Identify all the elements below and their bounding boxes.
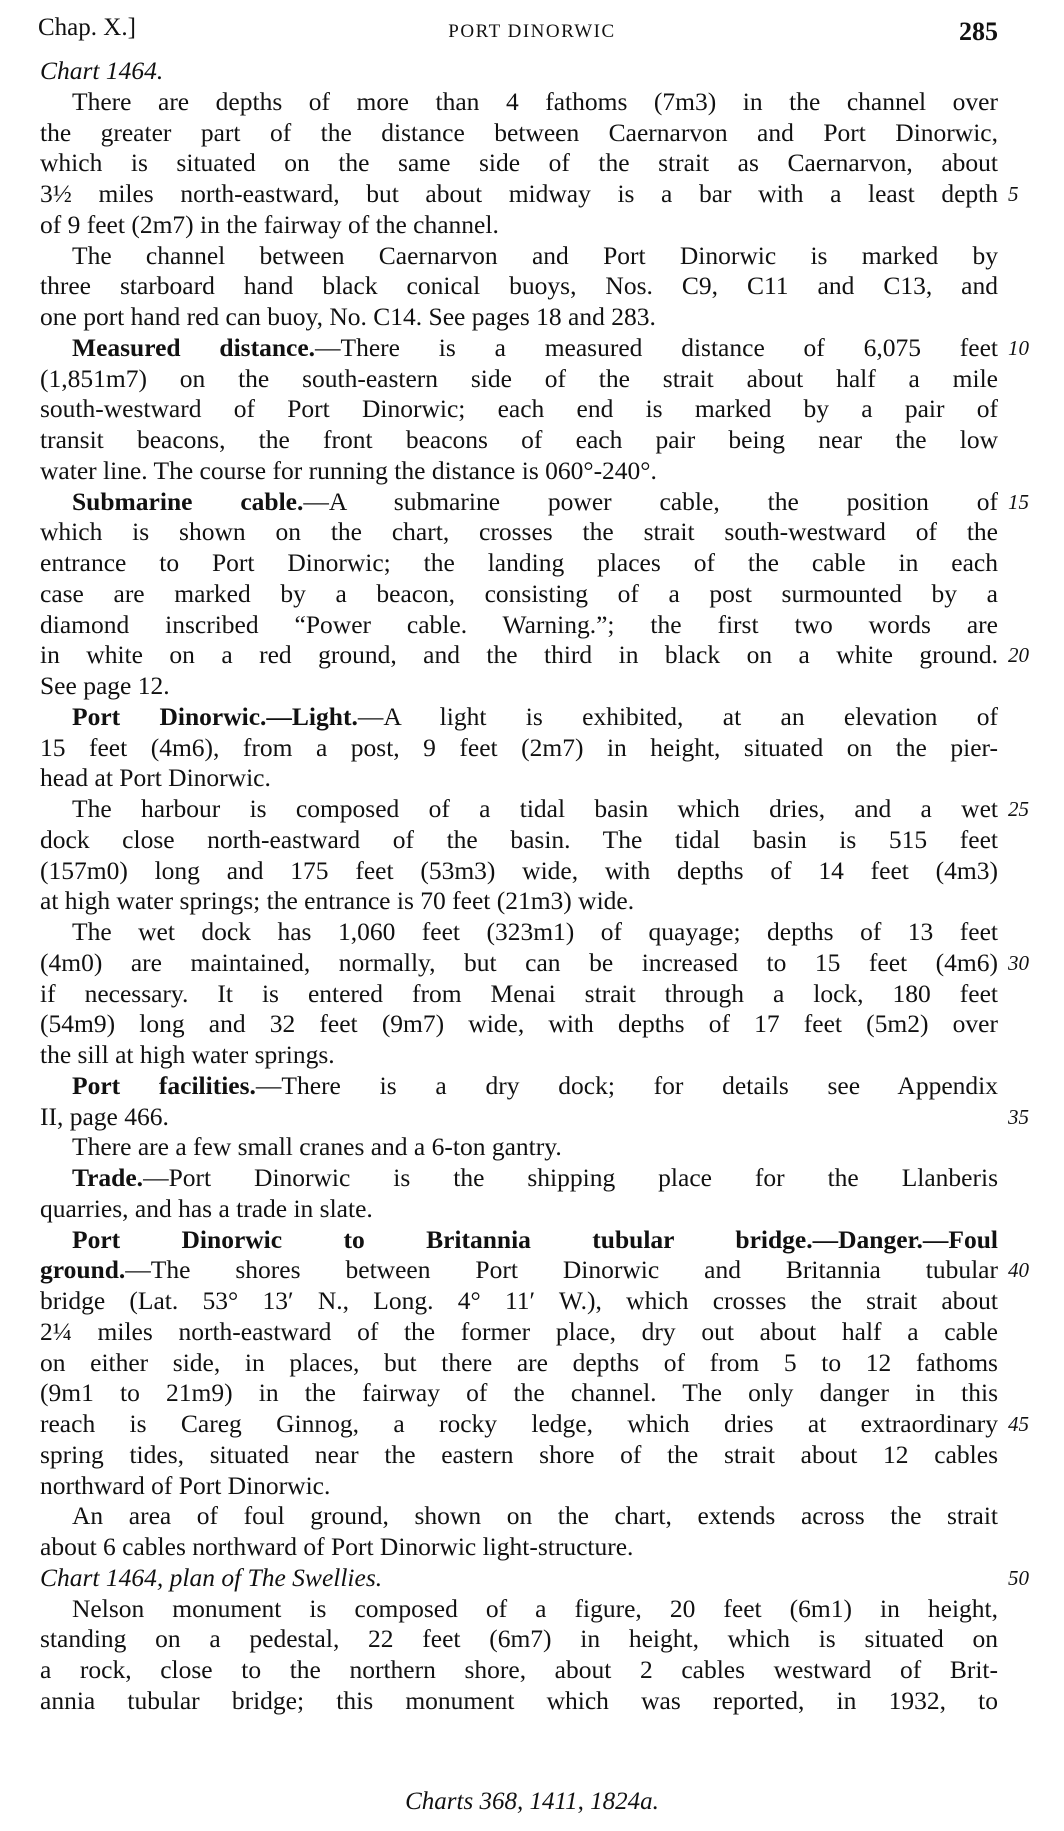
text-line	[40, 763, 998, 794]
line-text: bridge (Lat. 53° 13′ N., Long. 4° 11′ W.), which crosses the strait about	[40, 1286, 998, 1315]
text-line	[40, 1348, 998, 1379]
line-text: the sill at high water springs.	[40, 1040, 335, 1069]
text-line	[40, 1594, 998, 1625]
text-line	[40, 1686, 998, 1717]
text-body	[40, 56, 1029, 1717]
line-text: in white on a red ground, and the third in black on a white ground.	[40, 640, 998, 670]
text-line	[40, 1532, 998, 1563]
line-number: 40	[1008, 1258, 1029, 1283]
text-line	[40, 332, 1029, 364]
text-line	[40, 579, 998, 610]
text-line	[40, 1562, 1029, 1594]
text-line	[40, 1071, 998, 1102]
line-number: 35	[1008, 1104, 1029, 1129]
text-line	[40, 702, 998, 733]
line-text: at high water springs; the entrance is 70 feet (21m3) wide.	[40, 886, 635, 916]
line-text: about 6 cables northward of Port Dinorwic light-structure.	[40, 1532, 634, 1561]
text-line	[40, 486, 1029, 518]
line-text: which is shown on the chart, crosses the strait south-westward of the	[40, 517, 998, 547]
line-text: The wet dock has 1,060 feet (323m1) of quayage; depths of 13 feet	[72, 917, 998, 946]
text-line	[40, 640, 1029, 671]
text-line	[40, 1225, 998, 1256]
section-heading: Port Dinorwic.—Light.	[72, 701, 358, 731]
line-text: (1,851m7) on the south-eastern side of the strait about half a mile	[40, 363, 998, 393]
line-text: head at Port Dinorwic.	[40, 763, 271, 793]
text-line	[40, 364, 998, 395]
line-text: 15 feet (4m6), from a post, 9 feet (2m7) in height, situated on the pier-	[40, 732, 998, 762]
line-text: reach is Careg Ginnog, a rocky ledge, which dries at extraordinary	[40, 1409, 998, 1438]
text-line	[40, 1471, 998, 1502]
text-line	[40, 87, 998, 118]
line-text: There are a few small cranes and a 6-ton gantry.	[72, 1132, 562, 1162]
text-line	[40, 210, 998, 241]
line-text: (54m9) long and 32 feet (9m7) wide, with depths of 17 feet (5m2) over	[40, 1009, 998, 1039]
line-text: on either side, in places, but there are depths of from 5 to 12 fathoms	[40, 1347, 998, 1377]
text-line	[40, 118, 998, 149]
line-number: 5	[1008, 182, 1019, 206]
line-text: one port hand red can buoy, No. C14. See pages 18 and 283.	[40, 302, 656, 331]
text-line	[40, 1655, 998, 1686]
line-text: water line. The course for running the distance is 060°-240°.	[40, 455, 657, 485]
running-title: PORT DINORWIC	[448, 21, 616, 42]
line-text: —There is a measured distance of 6,075 feet	[315, 332, 998, 362]
text-line	[40, 856, 998, 887]
line-text: (4m0) are maintained, normally, but can be increased to 15 feet (4m6)	[40, 947, 998, 977]
section-heading: Port facilities.	[72, 1070, 256, 1100]
text-line	[40, 1317, 998, 1348]
line-text: Nelson monument is composed of a figure, 20 feet (6m1) in height,	[72, 1593, 998, 1623]
line-text: south-westward of Port Dinorwic; each end is marked by a pair of	[40, 394, 998, 424]
line-text: a rock, close to the northern shore, about 2 cables westward of Brit-	[40, 1655, 998, 1684]
text-line	[40, 1163, 998, 1194]
text-line	[40, 947, 1029, 979]
text-line	[40, 517, 998, 548]
line-text: The harbour is composed of a tidal basin which dries, and a wet	[72, 794, 998, 823]
line-text: (9m1 to 21m9) in the fairway of the channel. The only danger in this	[40, 1378, 998, 1408]
line-text: —Port Dinorwic is the shipping place for the Llanberis	[143, 1163, 998, 1192]
line-text: quarries, and has a trade in slate.	[40, 1193, 373, 1223]
line-text: entrance to Port Dinorwic; the landing places of the cable in each	[40, 548, 998, 577]
line-text: —The shores between Port Dinorwic and Britannia tubular	[125, 1255, 998, 1285]
line-number: 25	[1008, 797, 1029, 821]
text-line	[40, 917, 998, 948]
text-line	[40, 610, 998, 641]
text-line	[40, 1194, 998, 1225]
line-number: 50	[1008, 1565, 1029, 1590]
text-line	[40, 302, 998, 333]
line-text: II, page 466.	[40, 1101, 169, 1131]
text-line	[40, 271, 998, 302]
line-text: spring tides, situated near the eastern shore of the strait about 12 cables	[40, 1439, 998, 1469]
page-number: 285	[959, 17, 998, 46]
line-text: An area of foul ground, shown on the chart, extends across the strait	[72, 1501, 998, 1531]
line-number: 15	[1008, 489, 1029, 514]
text-line	[40, 825, 998, 856]
line-text: 3½ miles north-eastward, but about midway is a bar with a least depth	[40, 179, 998, 208]
text-line	[40, 1286, 998, 1317]
text-line	[40, 671, 998, 702]
chapter-label: Chap. X.]	[38, 14, 136, 41]
line-number: 10	[1008, 335, 1029, 360]
line-text: There are depths of more than 4 fathoms (7m3) in the channel over	[72, 86, 998, 116]
text-line	[40, 1378, 998, 1409]
text-line	[40, 886, 998, 917]
text-line	[40, 794, 1029, 825]
line-number: 30	[1008, 950, 1029, 975]
line-text: —A light is exhibited, at an elevation of	[357, 701, 998, 731]
section-heading: Trade.	[72, 1163, 144, 1192]
line-text: standing on a pedestal, 22 feet (6m7) in height, which is situated on	[40, 1624, 998, 1654]
text-line	[40, 56, 998, 87]
text-line	[40, 548, 998, 579]
line-text: annia tubular bridge; this monument which was reported, in 1932, to	[40, 1685, 998, 1715]
text-line	[40, 1440, 998, 1471]
line-text: 2¼ miles north-eastward of the former place, dry out about half a cable	[40, 1316, 998, 1346]
line-text: case are marked by a beacon, consisting of a post surmounted by a	[40, 578, 998, 608]
footer-charts: Charts 368, 1411, 1824a.	[405, 1788, 659, 1815]
text-line	[40, 1409, 1029, 1440]
text-line	[40, 1009, 998, 1040]
text-line	[40, 394, 998, 425]
line-text: if necessary. It is entered from Menai strait through a lock, 180 feet	[40, 978, 998, 1008]
line-text: northward of Port Dinorwic.	[40, 1470, 331, 1500]
text-line	[40, 1101, 1029, 1133]
text-line	[40, 456, 998, 487]
line-text: The channel between Caernarvon and Port Dinorwic is marked by	[72, 240, 998, 270]
section-heading: Submarine cable.	[72, 486, 304, 516]
text-line	[40, 979, 998, 1010]
section-heading: Measured distance.	[72, 332, 316, 362]
line-text: Chart 1464, plan of The Swellies.	[40, 1562, 383, 1592]
line-text: —A submarine power cable, the position of	[303, 486, 998, 516]
line-text: transit beacons, the front beacons of each pair being near the low	[40, 425, 998, 454]
line-text: three starboard hand black conical buoys, Nos. C9, C11 and C13, and	[40, 271, 998, 301]
line-text: diamond inscribed “Power cable. Warning.”; the first two words are	[40, 609, 998, 639]
text-line	[40, 1501, 998, 1532]
text-line	[40, 1255, 1029, 1286]
text-line	[40, 733, 998, 764]
text-line	[40, 425, 998, 456]
section-heading: Port Dinorwic to Britannia tubular bridge.—Danger.—Foul	[72, 1224, 998, 1254]
text-line	[40, 1624, 998, 1655]
line-text: of 9 feet (2m7) in the fairway of the channel.	[40, 209, 499, 239]
text-line	[40, 179, 1019, 210]
line-text: (157m0) long and 175 feet (53m3) wide, with depths of 14 feet (4m3)	[40, 855, 998, 885]
line-text: See page 12.	[40, 671, 170, 700]
line-number: 45	[1008, 1412, 1029, 1436]
text-line	[40, 1132, 998, 1163]
line-text: which is situated on the same side of the strait as Caernarvon, about	[40, 148, 998, 178]
section-heading: ground.	[40, 1255, 126, 1285]
text-line	[40, 148, 998, 179]
line-number: 20	[1008, 643, 1029, 668]
line-text: the greater part of the distance between Caernarvon and Port Dinorwic,	[40, 117, 998, 147]
text-line	[40, 1040, 998, 1071]
line-text: —There is a dry dock; for details see Appendix	[255, 1070, 998, 1100]
line-text: Chart 1464.	[40, 56, 164, 85]
line-text: dock close north-eastward of the basin. The tidal basin is 515 feet	[40, 824, 998, 854]
text-line	[40, 241, 998, 272]
